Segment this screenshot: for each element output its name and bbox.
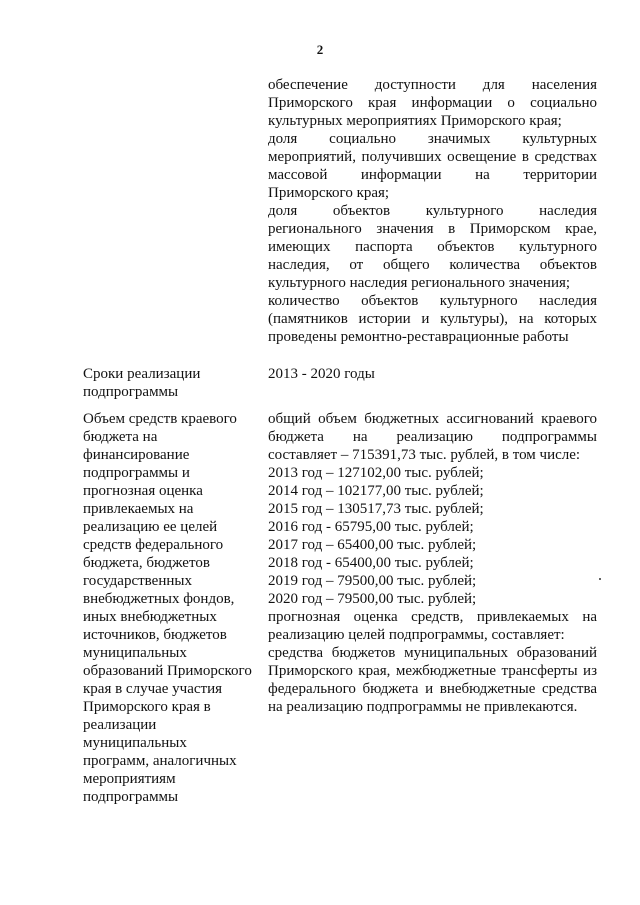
- terms-value: [268, 365, 597, 383]
- text-line: 2014 год – 102177,00 тыс. рублей;: [268, 483, 484, 499]
- text-line: 2018 год - 65400,00 тыс. рублей;: [268, 555, 474, 571]
- text-line: реализацию целей подпрограммы, составляет:: [268, 627, 565, 643]
- label-line: государственных: [83, 573, 192, 589]
- text-line: имеющих паспорта объектов культурного: [268, 239, 597, 255]
- label-line: образований Приморского: [83, 663, 252, 679]
- label-line: подпрограммы и: [83, 465, 190, 481]
- text-line: бюджета на реализацию подпрограммы: [268, 429, 597, 445]
- scan-speck: [599, 578, 601, 580]
- funding-value: [268, 410, 597, 716]
- text-line: (памятников истории и культуры), на которых: [268, 311, 597, 327]
- text-line: Приморского края информации о социально: [268, 95, 597, 111]
- text-line: 2013 год – 127102,00 тыс. рублей;: [268, 465, 484, 481]
- terms-label: [83, 365, 263, 401]
- label-line: края в случае участия: [83, 681, 223, 697]
- text-line: наследия, от общего количества объектов: [268, 257, 597, 273]
- label-line: подпрограммы: [83, 789, 179, 805]
- text-line: федерального бюджета и внебюджетные средства: [268, 681, 597, 697]
- label-line: мероприятиям: [83, 771, 176, 787]
- label-line: финансирование: [83, 447, 190, 463]
- text-line: доля социально значимых культурных: [268, 131, 597, 147]
- text-line: Приморского края, межбюджетные трансферты из: [268, 663, 597, 679]
- label-line: средств федерального: [83, 537, 224, 553]
- label-line: источников, бюджетов: [83, 627, 227, 643]
- label-line: Приморского края в: [83, 699, 211, 715]
- text-line: Приморского края;: [268, 185, 390, 201]
- label-line: реализации: [83, 717, 157, 733]
- text-line: количество объектов культурного наследия: [268, 293, 597, 309]
- text-line: мероприятий, получивших освещение в средствах: [268, 149, 597, 165]
- text-line: доля объектов культурного наследия: [268, 203, 597, 219]
- text-line: составляет – 715391,73 тыс. рублей, в том числе:: [268, 447, 581, 463]
- text-line: культурных мероприятиях Приморского края;: [268, 113, 562, 129]
- goals-continued-text: [268, 76, 597, 346]
- label-line: программ, аналогичных: [83, 753, 237, 769]
- text-line: прогнозная оценка средств, привлекаемых на: [268, 609, 597, 625]
- text-line: проведены ремонтно-реставрационные работы: [268, 329, 569, 345]
- label-line: бюджета, бюджетов: [83, 555, 210, 571]
- label-line: Сроки реализации: [83, 366, 201, 382]
- label-line: внебюджетных фондов,: [83, 591, 235, 607]
- text-line: на реализацию подпрограммы не привлекаются.: [268, 699, 578, 715]
- text-line: культурного наследия регионального значения;: [268, 275, 571, 291]
- label-line: реализацию ее целей: [83, 519, 218, 535]
- label-line: привлекаемых на: [83, 501, 194, 517]
- text-line: средства бюджетов муниципальных образований: [268, 645, 597, 661]
- text-line: общий объем бюджетных ассигнований краевого: [268, 411, 597, 427]
- label-line: муниципальных: [83, 645, 187, 661]
- text-line: массовой информации на территории: [268, 167, 597, 183]
- text-line: 2020 год – 79500,00 тыс. рублей;: [268, 591, 477, 607]
- label-line: подпрограммы: [83, 384, 179, 400]
- label-line: бюджета на: [83, 429, 158, 445]
- page-number: 2: [316, 42, 324, 57]
- text-line: 2015 год – 130517,73 тыс. рублей;: [268, 501, 484, 517]
- text-line: регионального значения в Приморском крае,: [268, 221, 597, 237]
- label-line: Объем средств краевого: [83, 411, 237, 427]
- text-line: 2019 год – 79500,00 тыс. рублей;: [268, 573, 477, 589]
- text-line: 2016 год - 65795,00 тыс. рублей;: [268, 519, 474, 535]
- text-line: 2013 - 2020 годы: [268, 366, 375, 382]
- label-line: муниципальных: [83, 735, 187, 751]
- label-line: иных внебюджетных: [83, 609, 217, 625]
- text-line: обеспечение доступности для населения: [268, 77, 597, 93]
- text-line: 2017 год – 65400,00 тыс. рублей;: [268, 537, 477, 553]
- label-line: прогнозная оценка: [83, 483, 203, 499]
- funding-label: [83, 410, 263, 806]
